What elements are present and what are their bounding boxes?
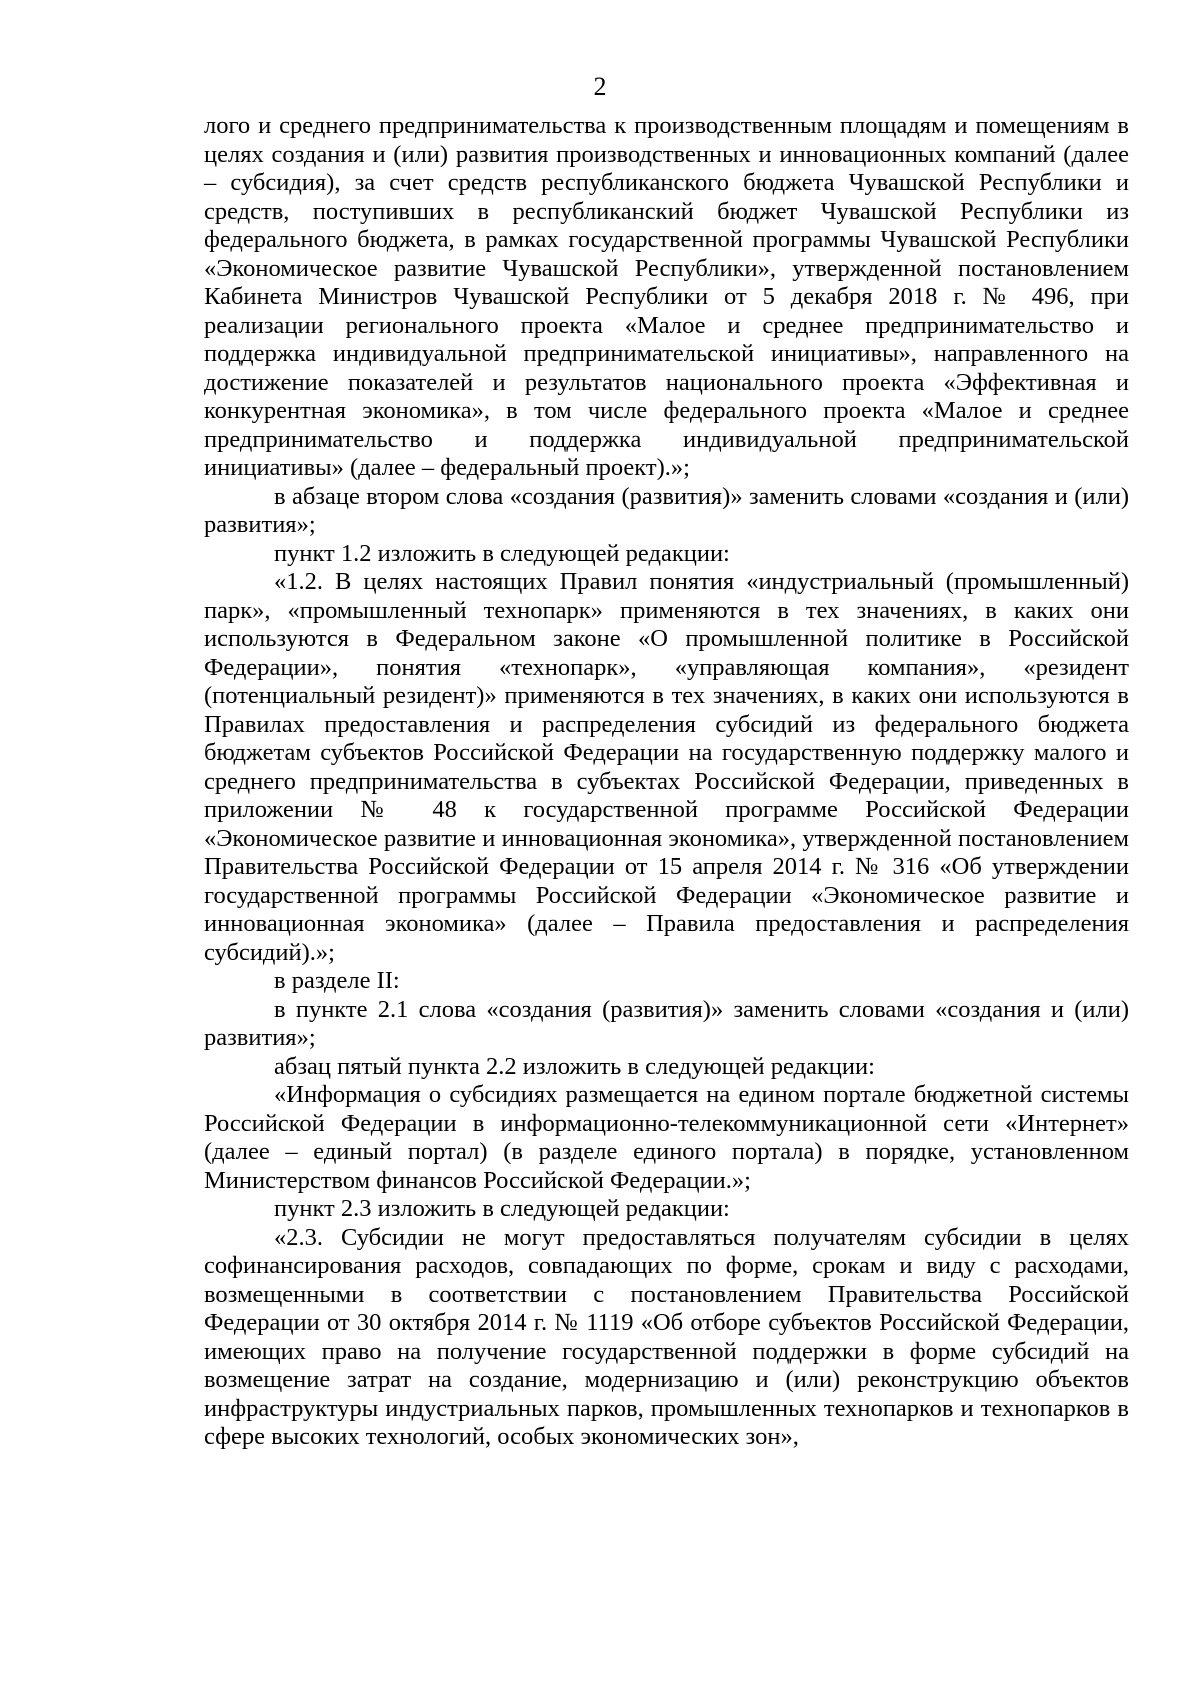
paragraph: пункт 1.2 изложить в следующей редакции:	[274, 539, 730, 567]
paragraph: «2.3. Субсидии не могут предоставляться получателям субсидии в целях софинансирования расходов, совпадающих по форме, срокам и виду с расходами, возмещенными в соответствии с постановлением Правительства Российской Федерации от 30 октября 2014 г. № 1119 «Об отборе субъектов Российской Федерации, имеющих право на получение государственной поддержки в форме субсидий на возмещение затрат на создание, модернизацию и (или) реконструкцию объектов инфраструктуры индустриальных парков, промышленных технопарков и технопарков в сфере высоких технологий, особых экономических зон»,	[204, 1223, 1129, 1450]
document-body	[204, 112, 1129, 1452]
paragraph: в абзаце втором слова «создания (развития)» заменить словами «создания и (или) развития»;	[204, 482, 1129, 538]
paragraph: «Информация о субсидиях размещается на едином портале бюджетной системы Российской Федерации в информационно-телекоммуникационной сети «Интернет» (далее – единый портал) (в разделе единого портала) в порядке, установленном Министерством финансов Российской Федерации.»;	[204, 1081, 1129, 1194]
paragraph: в разделе II:	[274, 967, 400, 994]
paragraph: «1.2. В целях настоящих Правил понятия «индустриальный (промышленный) парк», «промышленный технопарк» применяются в тех значениях, в каких они используются в Федеральном законе «О промышленной политике в Российской Федерации», понятия «технопарк», «управляющая компания», «резидент (потенциальный резидент)» применяются в тех значениях, в каких они используются в Правилах предоставления и распределения субсидий из федерального бюджета бюджетам субъектов Российской Федерации на государственную поддержку малого и среднего предпринимательства в субъектах Российской Федерации, приведенных в приложении № 48 к государственной программе Российской Федерации «Экономическое развитие и инновационная экономика», утвержденной постановлением Правительства Российской Федерации от 15 апреля 2014 г. № 316 «Об утверждении государственной программы Российской Федерации «Экономическое развитие и инновационная экономика» (далее – Правила предоставления и распределения субсидий).»;	[204, 568, 1129, 966]
paragraph: абзац пятый пункта 2.2 изложить в следующей редакции:	[274, 1052, 875, 1080]
page-number: 2	[593, 72, 607, 101]
paragraph: в пункте 2.1 слова «создания (развития)» заменить словами «создания и (или) развития»;	[204, 995, 1129, 1051]
paragraph: пункт 2.3 изложить в следующей редакции:	[274, 1195, 730, 1222]
paragraph: лого и среднего предпринимательства к производственным площадям и помещениям в целях создания и (или) развития производственных и инновационных компаний (далее – субсидия), за счет средств республиканского бюджета Чувашской Республики и средств, поступивших в республиканский бюджет Чувашской Республики из федерального бюджета, в рамках государственной программы Чувашской Республики «Экономическое развитие Чувашской Республики», утвержденной постановлением Кабинета Министров Чувашской Республики от 5 декабря 2018 г. № 496, при реализации регионального проекта «Малое и среднее предпринимательство и поддержка индивидуальной предпринимательской инициативы», направленного на достижение показателей и результатов национального проекта «Эффективная и конкурентная экономика», в том числе федерального проекта «Малое и среднее предпринимательство и поддержка индивидуальной предпринимательской инициативы» (далее – федеральный проект).»;	[204, 112, 1129, 481]
